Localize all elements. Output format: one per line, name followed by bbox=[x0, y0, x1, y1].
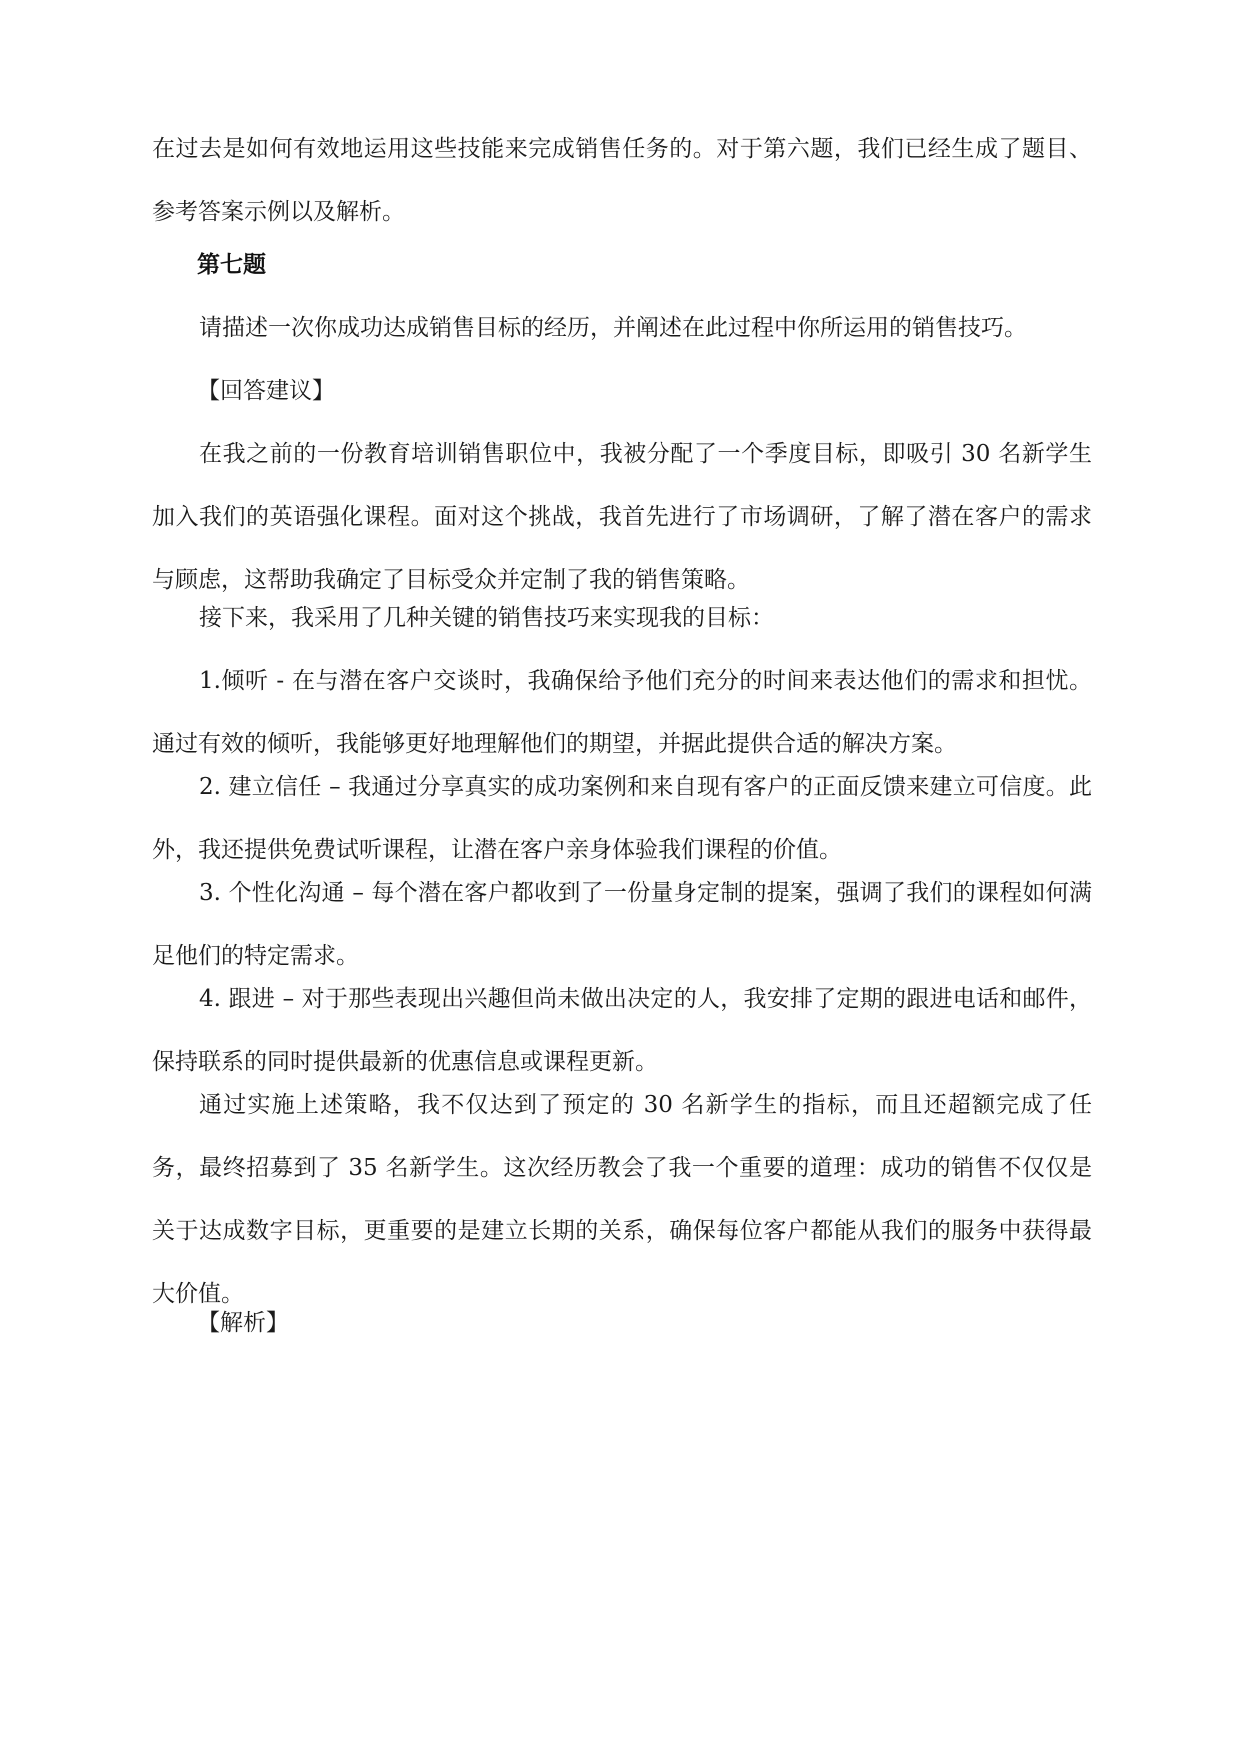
answer-item-listening: 1.倾听 - 在与潜在客户交谈时，我确保给予他们充分的时间来表达他们的需求和担忧。通过有效的倾听，我能够更好地理解他们的期望，并据此提供合适的解决方案。 bbox=[152, 668, 1092, 757]
answer-item-trust: 2. 建立信任 – 我通过分享真实的成功案例和来自现有客户的正面反馈来建立可信度。此外，我还提供免费试听课程，让潜在客户亲身体验我们课程的价值。 bbox=[152, 774, 1092, 863]
intro-continuation-paragraph: 在过去是如何有效地运用这些技能来完成销售任务的。对于第六题，我们已经生成了题目、参考答案示例以及解析。 bbox=[152, 136, 1092, 225]
answer-paragraph-context: 在我之前的一份教育培训销售职位中，我被分配了一个季度目标，即吸引 30 名新学生加入我们的英语强化课程。面对这个挑战，我首先进行了市场调研，了解了潜在客户的需求与顾虑，这帮助我确定了目标受众并定制了我的销售策略。 bbox=[152, 441, 1092, 593]
answer-suggestion-label: 【回答建议】 bbox=[197, 378, 335, 404]
question-heading: 第七题 bbox=[197, 252, 266, 278]
answer-item-personalization: 3. 个性化沟通 – 每个潜在客户都收到了一份量身定制的提案，强调了我们的课程如何满足他们的特定需求。 bbox=[152, 880, 1092, 969]
answer-paragraph-techniques-intro: 接下来，我采用了几种关键的销售技巧来实现我的目标： bbox=[199, 605, 774, 631]
answer-paragraph-result: 通过实施上述策略，我不仅达到了预定的 30 名新学生的指标，而且还超额完成了任务，最终招募到了 35 名新学生。这次经历教会了我一个重要的道理：成功的销售不仅仅是关于达成数字目标，更重要的是建立长期的关系，确保每位客户都能从我们的服务中获得最大价值。 bbox=[152, 1092, 1092, 1307]
answer-item-follow-up: 4. 跟进 – 对于那些表现出兴趣但尚未做出决定的人，我安排了定期的跟进电话和邮件，保持联系的同时提供最新的优惠信息或课程更新。 bbox=[152, 986, 1092, 1075]
analysis-label: 【解析】 bbox=[197, 1310, 289, 1336]
question-text: 请描述一次你成功达成销售目标的经历，并阐述在此过程中你所运用的销售技巧。 bbox=[199, 315, 1027, 341]
